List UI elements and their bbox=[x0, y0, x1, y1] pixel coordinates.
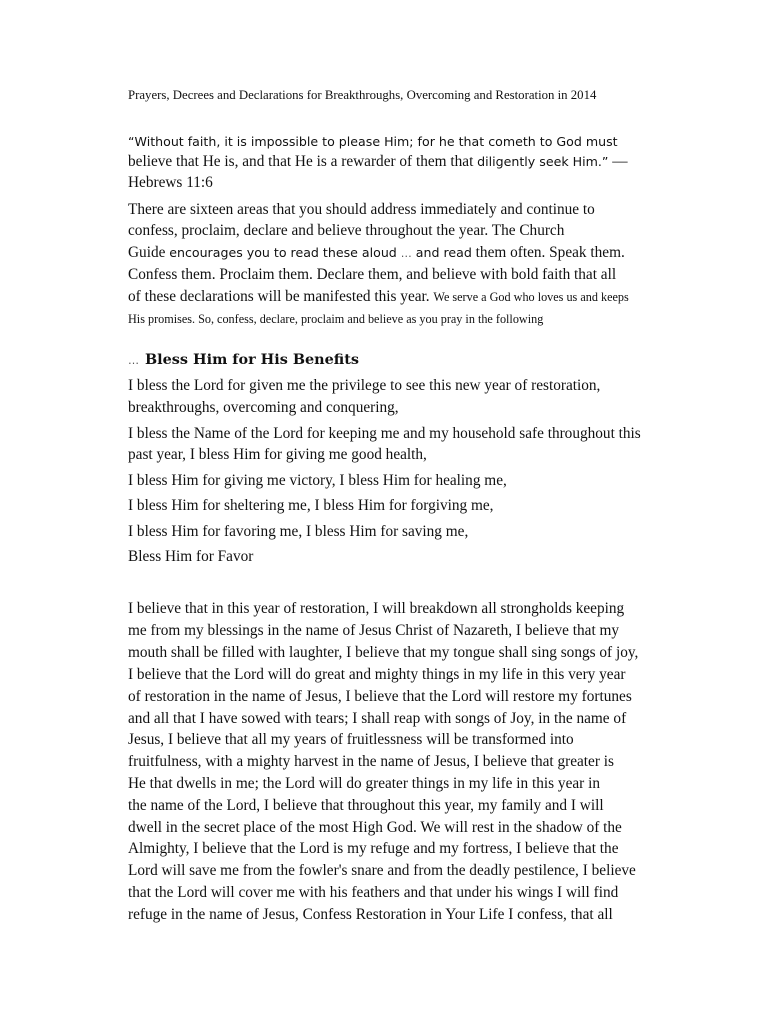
bless-line: breakthroughs, overcoming and conquering, bbox=[128, 399, 399, 416]
quote-line-2-dash: — bbox=[608, 153, 628, 170]
intro-line-6: His promises. So, confess, declare, proclaim and believe as you pray in the following bbox=[128, 312, 544, 326]
bless-line: Bless Him for Favor bbox=[128, 548, 254, 565]
intro-line-5-main: of these declarations will be manifested this year. bbox=[128, 288, 434, 305]
believe-line: I believe that in this year of restoration, I will breakdown all strongholds keeping bbox=[128, 600, 625, 617]
quote-citation: Hebrews 11:6 bbox=[128, 174, 213, 191]
bless-line: I bless Him for favoring me, I bless Him for saving me, bbox=[128, 523, 469, 540]
believe-line: and all that I have sowed with tears; I shall reap with songs of Joy, in the name of bbox=[128, 710, 627, 727]
quote-line-2-sans-text: diligently seek Him.” bbox=[477, 154, 609, 169]
believe-line: He that dwells in me; the Lord will do greater things in my life in this year in bbox=[128, 775, 600, 792]
quote-line-1: “Without faith, it is impossible to please Him; for he that cometh to God must bbox=[128, 134, 618, 149]
believe-line: Almighty, I believe that the Lord is my refuge and my fortress, I believe that the bbox=[128, 840, 619, 857]
intro-line-3-end: them often. Speak them. bbox=[471, 244, 625, 261]
believe-line: me from my blessings in the name of Jesus Christ of Nazareth, I believe that my bbox=[128, 622, 620, 639]
believe-line: fruitfulness, with a mighty harvest in the name of Jesus, I believe that greater is bbox=[128, 753, 614, 770]
bless-line: I bless the Lord for given me the privilege to see this new year of restoration, bbox=[128, 377, 601, 394]
section-heading: Bless Him for His Benefits bbox=[145, 351, 360, 368]
believe-line: of restoration in the name of Jesus, I believe that the Lord will restore my fortunes bbox=[128, 688, 632, 705]
document-title: Prayers, Decrees and Declarations for Breakthroughs, Overcoming and Restoration in 2014 bbox=[128, 88, 597, 102]
intro-line-1: There are sixteen areas that you should address immediately and continue to bbox=[128, 201, 595, 218]
believe-line: the name of the Lord, I believe that throughout this year, my family and I will bbox=[128, 797, 604, 814]
believe-line: mouth shall be filled with laughter, I believe that my tongue shall sing songs of joy, bbox=[128, 644, 639, 661]
quote-line-2-text: believe that He is, and that He is a rewarder of them that bbox=[128, 153, 478, 170]
intro-line-2: confess, proclaim, declare and believe throughout the year. The Church bbox=[128, 222, 565, 239]
believe-line: refuge in the name of Jesus, Confess Restoration in Your Life I confess, that all bbox=[128, 906, 613, 923]
bless-line: I bless Him for sheltering me, I bless Him for forgiving me, bbox=[128, 497, 494, 514]
believe-line: that the Lord will cover me with his feathers and that under his wings I will find bbox=[128, 884, 619, 901]
intro-line-3-sans-b: and read bbox=[411, 245, 472, 260]
section-heading-ellipsis: … bbox=[128, 354, 139, 367]
believe-line: Jesus, I believe that all my years of fruitlessness will be transformed into bbox=[128, 731, 574, 748]
believe-line: dwell in the secret place of the most High God. We will rest in the shadow of the bbox=[128, 819, 622, 836]
intro-line-5-small: We serve a God who loves us and keeps bbox=[433, 290, 629, 304]
quote-line-2 bbox=[128, 153, 628, 171]
intro-line-4: Confess them. Proclaim them. Declare them, and believe with bold faith that all bbox=[128, 266, 617, 283]
bless-line: past year, I bless Him for giving me good health, bbox=[128, 446, 427, 463]
intro-line-3-guide: Guide bbox=[128, 244, 170, 261]
bless-line: I bless Him for giving me victory, I bless Him for healing me, bbox=[128, 472, 507, 489]
believe-line: I believe that the Lord will do great and mighty things in my life in this very year bbox=[128, 666, 626, 683]
section-heading-row bbox=[128, 351, 359, 370]
intro-line-3-sans-a: encourages you to read these aloud bbox=[169, 245, 401, 260]
bless-line: I bless the Name of the Lord for keeping me and my household safe throughout this bbox=[128, 425, 641, 442]
intro-line-3-ellipsis: … bbox=[400, 247, 412, 260]
intro-line-3 bbox=[128, 244, 625, 263]
intro-line-5 bbox=[128, 288, 629, 306]
believe-line: Lord will save me from the fowler's snare and from the deadly pestilence, I believe bbox=[128, 862, 636, 879]
